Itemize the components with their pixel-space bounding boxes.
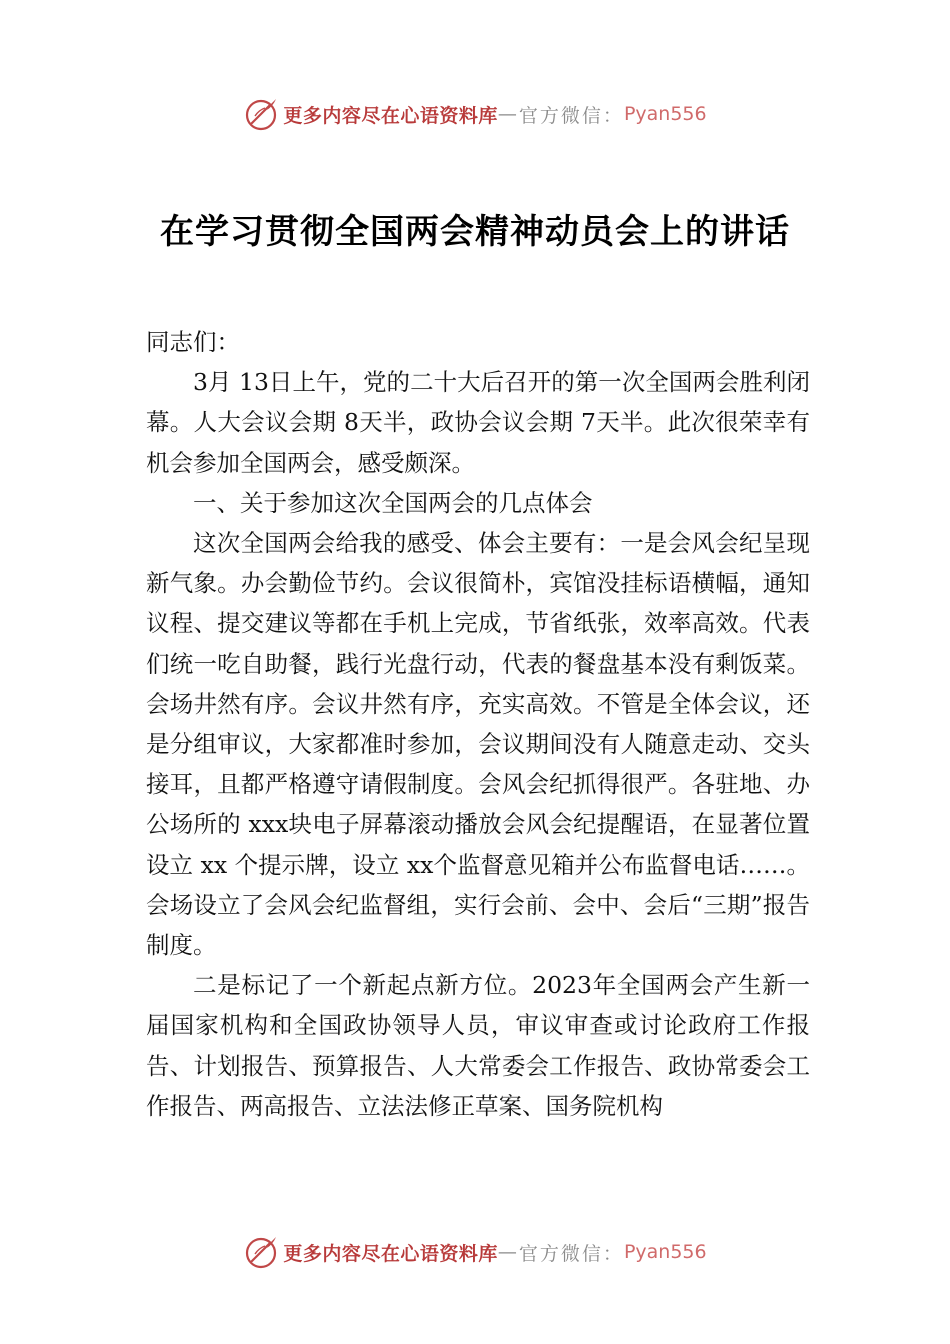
watermark-wechat-label: 官方微信： [518, 1242, 624, 1265]
header-watermark [0, 94, 950, 134]
quill-seal-icon [243, 1234, 279, 1270]
watermark-wechat-label: 官方微信： [518, 104, 624, 127]
watermark-separator: — [497, 103, 519, 125]
watermark-wechat-id: Pyan556 [623, 103, 707, 125]
paragraph: 二是标记了一个新起点新方位。2023年全国两会产生新一届国家机构和全国政协领导人员，审议审查或讨论政府工作报告、计划报告、预算报告、人大常委会工作报告、政协常委会工作报告、两高报告、立法法修正草案、国务院机构 [146, 971, 810, 1120]
watermark-site-text: 更多内容尽在心语资料库 [283, 104, 498, 127]
document-body [146, 322, 810, 1126]
watermark-wechat-id: Pyan556 [623, 1241, 707, 1263]
watermark-separator: — [497, 1241, 519, 1263]
section-heading: 一、关于参加这次全国两会的几点体会 [193, 488, 593, 517]
salutation: 同志们： [146, 328, 240, 356]
watermark-site-text: 更多内容尽在心语资料库 [283, 1242, 498, 1265]
quill-seal-icon [243, 96, 279, 132]
paragraph: 3月 13日上午，党的二十大后召开的第一次全国两会胜利闭幕。人大会议会期 8天半，政协会议会期 7天半。此次很荣幸有机会参加全国两会，感受颇深。 [146, 368, 810, 477]
paragraph: 这次全国两会给我的感受、体会主要有：一是会风会纪呈现新气象。办会勤俭节约。会议很简朴，宾馆没挂标语横幅，通知议程、提交建议等都在手机上完成，节省纸张，效率高效。代表们统一吃自助餐，践行光盘行动，代表的餐盘基本没有剩饭菜。会场井然有序。会议井然有序，充实高效。不管是全体会议，还是分组审议，大家都准时参加，会议期间没有人随意走动、交头接耳，且都严格遵守请假制度。会风会纪抓得很严。各驻地、办公场所的 xxx块电子屏幕滚动播放会风会纪提醒语，在显著位置设立 xx 个提示牌，设立 xx个监督意见箱并公布监督电话……。会场设立了会风会纪监督组，实行会前、会中、会后“三期”报告制度。 [146, 529, 810, 960]
document-title: 在学习贯彻全国两会精神动员会上的讲话 [160, 212, 790, 252]
footer-watermark [0, 1232, 950, 1272]
